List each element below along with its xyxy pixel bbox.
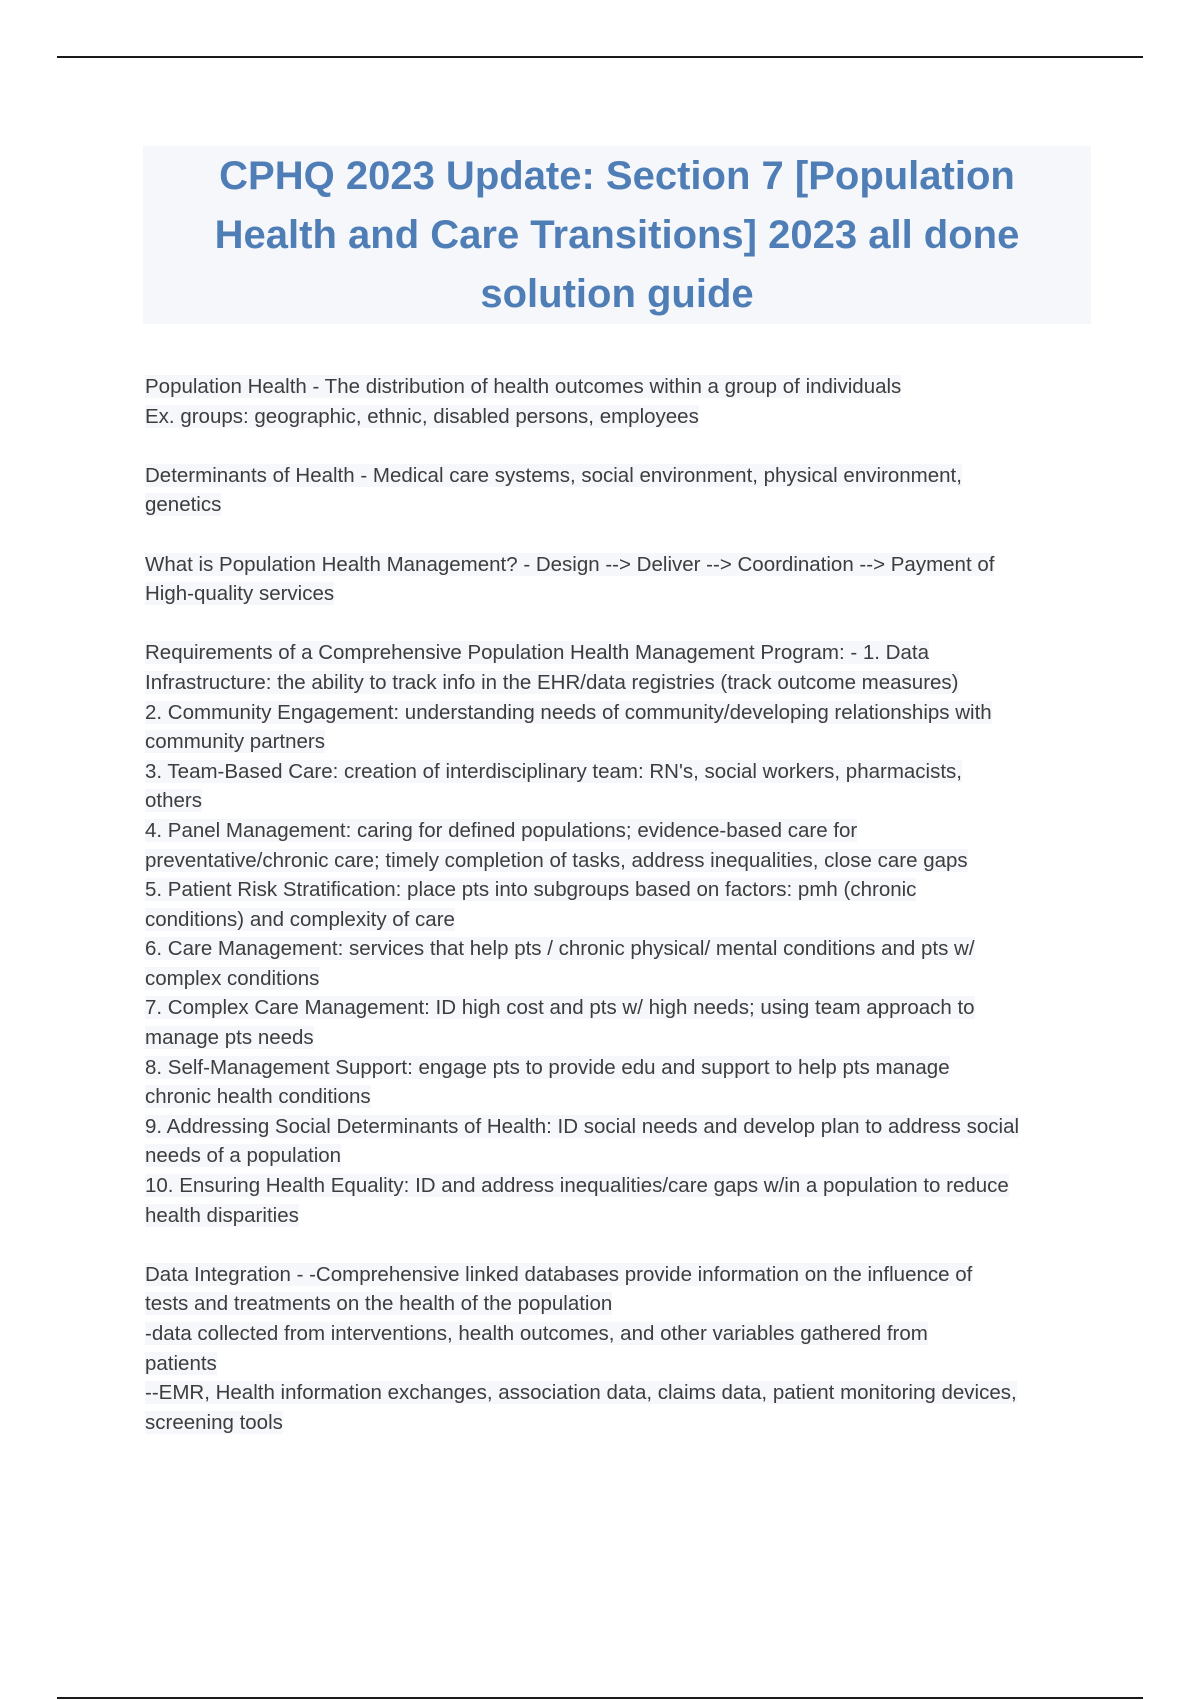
entry-line (145, 1260, 1095, 1290)
entry-line (145, 1023, 1095, 1053)
entry-line-text: 7. Complex Care Management: ID high cost and pts w/ high needs; using team approach to (145, 996, 975, 1020)
entry-line-text: tests and treatments on the health of the population (145, 1292, 613, 1316)
entry-line-text: Ex. groups: geographic, ethnic, disabled persons, employees (145, 404, 699, 428)
top-rule (57, 56, 1143, 58)
entry-line (145, 1378, 1095, 1408)
entry-line (145, 668, 1095, 698)
entry-paragraph (145, 550, 1095, 609)
entry-line-text: Population Health - The distribution of health outcomes within a group of individuals (145, 375, 902, 398)
entry-line-text: 10. Ensuring Health Equality: ID and address inequalities/care gaps w/in a population to reduce (145, 1174, 1009, 1198)
entry-line-text: 9. Addressing Social Determinants of Health: ID social needs and develop plan to address social (145, 1114, 1020, 1138)
entry-line (145, 757, 1095, 787)
entry-line-text: others (145, 789, 202, 813)
entry-line (145, 964, 1095, 994)
entry-line-text: community partners (145, 730, 326, 754)
entry-line (145, 727, 1095, 757)
entry-line (145, 1289, 1095, 1319)
entry-line-text: needs of a population (145, 1144, 342, 1168)
entry-line-text: 2. Community Engagement: understanding needs of community/developing relationships with (145, 700, 992, 724)
entry-paragraph (145, 372, 1095, 431)
entry-line (145, 875, 1095, 905)
title-banner (143, 146, 1091, 324)
entry-line-text: preventative/chronic care; timely completion of tasks, address inequalities, close care gaps (145, 848, 968, 872)
entry-line-text: patients (145, 1351, 217, 1375)
entry-line-text: 8. Self-Management Support: engage pts to provide edu and support to help pts manage (145, 1055, 950, 1079)
entry-line-text: --EMR, Health information exchanges, association data, claims data, patient monitoring devices, (145, 1381, 1017, 1405)
entry-line (145, 698, 1095, 728)
entry-line (145, 402, 1095, 432)
entry-line (145, 993, 1095, 1023)
entry-line-text: High-quality services (145, 582, 335, 606)
entry-line-text: health disparities (145, 1203, 299, 1227)
bottom-rule (57, 1697, 1143, 1699)
entry-line (145, 1319, 1095, 1349)
entry-paragraph (145, 461, 1095, 520)
entry-line (145, 550, 1095, 580)
entry-line-text: complex conditions (145, 966, 320, 990)
entry-line-text: -data collected from interventions, health outcomes, and other variables gathered from (145, 1322, 928, 1345)
entry-line-text: screening tools (145, 1410, 283, 1434)
entry-line-text: 4. Panel Management: caring for defined populations; evidence-based care for (145, 818, 858, 842)
entry-line (145, 1349, 1095, 1379)
entry-line-text: Data Integration - -Comprehensive linked databases provide information on the influence of (145, 1262, 973, 1286)
entry-line (145, 1053, 1095, 1083)
entry-line (145, 372, 1095, 402)
entry-line-text: conditions) and complexity of care (145, 907, 455, 931)
entry-line (145, 1112, 1095, 1142)
entry-line-text: 6. Care Management: services that help pts / chronic physical/ mental conditions and pts w/ (145, 937, 975, 961)
entry-line-text: Requirements of a Comprehensive Population Health Management Program: - 1. Data (145, 641, 929, 665)
document-body (145, 372, 1095, 1467)
document-title: CPHQ 2023 Update: Section 7 [Population Health and Care Transitions] 2023 all done solution guide (214, 153, 1020, 316)
entry-line-text: genetics (145, 493, 222, 517)
entry-line-text: 5. Patient Risk Stratification: place pts into subgroups based on factors: pmh (chronic (145, 878, 917, 902)
entry-line (145, 490, 1095, 520)
entry-line (145, 1141, 1095, 1171)
entry-line (145, 461, 1095, 491)
entry-line (145, 1408, 1095, 1438)
entry-line (145, 816, 1095, 846)
entry-line (145, 1082, 1095, 1112)
entry-line (145, 905, 1095, 935)
entry-line (145, 638, 1095, 668)
entry-line (145, 1171, 1095, 1201)
entry-line (145, 579, 1095, 609)
entry-paragraph (145, 1260, 1095, 1438)
entry-line (145, 786, 1095, 816)
entry-line (145, 846, 1095, 876)
entry-line-text: Determinants of Health - Medical care systems, social environment, physical environment, (145, 463, 962, 487)
entry-line (145, 1201, 1095, 1231)
entry-line-text: What is Population Health Management? - Design --> Deliver --> Coordination --> Payment of (145, 552, 995, 576)
entry-line-text: manage pts needs (145, 1026, 314, 1050)
entry-paragraph (145, 638, 1095, 1230)
entry-line-text: 3. Team-Based Care: creation of interdisciplinary team: RN's, social workers, pharmacists, (145, 759, 963, 783)
entry-line-text: Infrastructure: the ability to track info in the EHR/data registries (track outcome measures) (145, 670, 959, 694)
entry-line-text: chronic health conditions (145, 1085, 371, 1109)
entry-line (145, 934, 1095, 964)
